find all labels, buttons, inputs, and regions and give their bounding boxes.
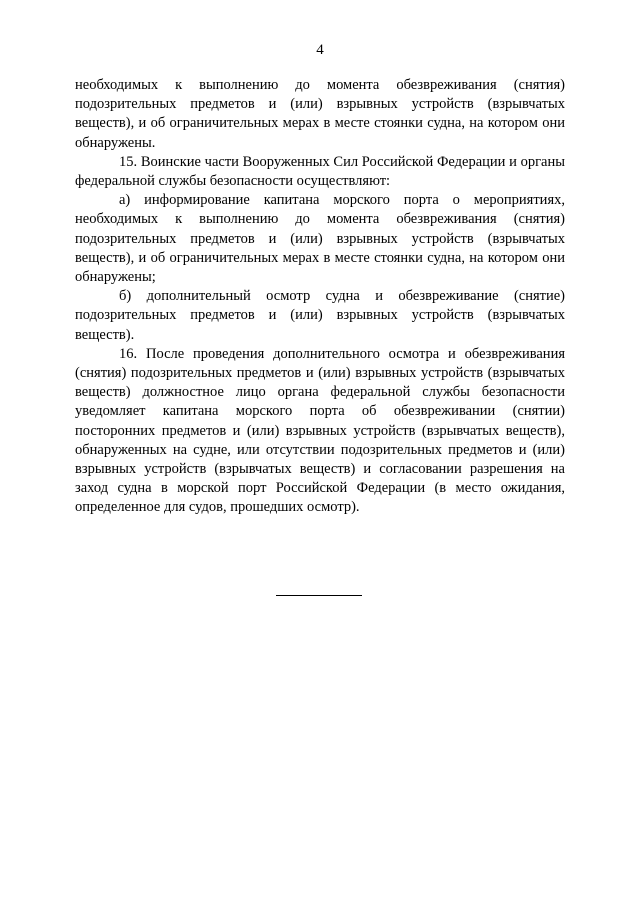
paragraph-clause-16: 16. После проведения дополнительного осмотра и обезвреживания (снятия) подозрительных предметов и (или) взрывных устройств (взрывчатых веществ) должностное лицо органа федеральной службы безопасности уведомляет капитана морского порта об обезвреживании (снятии) посторонних предметов и (или) взрывных устройств (взрывчатых веществ), обнаруженных на судне, или отсутствии подозрительных предметов и (или) взрывных устройств (взрывчатых веществ) и согласовании разрешения на заход судна в морской порт Российской Федерации (в место ожидания, определенное для судов, прошедших осмотр). xyxy=(75,345,565,516)
document-body xyxy=(75,76,565,518)
paragraph-clause-15: 15. Воинские части Вооруженных Сил Российской Федерации и органы федеральной службы безопасности осуществляют: xyxy=(75,153,565,190)
paragraph-clause-15-a: а) информирование капитана морского порта о мероприятиях, необходимых к выполнению до момента обезвреживания (снятия) подозрительных предметов и (или) взрывных устройств (взрывчатых веществ), и об ограничительных мерах в месте стоянки судна, на котором они обнаружены; xyxy=(75,192,565,286)
page-number: 4 xyxy=(316,42,324,58)
end-of-document-rule xyxy=(276,595,362,596)
paragraph-continuation: необходимых к выполнению до момента обезвреживания (снятия) подозрительных предметов и (или) взрывных устройств (взрывчатых веществ), и об ограничительных мерах в месте стоянки судна, на котором они обнаружены. xyxy=(75,77,565,151)
paragraph-clause-15-b: б) дополнительный осмотр судна и обезвреживание (снятие) подозрительных предметов и (или) взрывных устройств (взрывчатых веществ). xyxy=(75,288,565,343)
